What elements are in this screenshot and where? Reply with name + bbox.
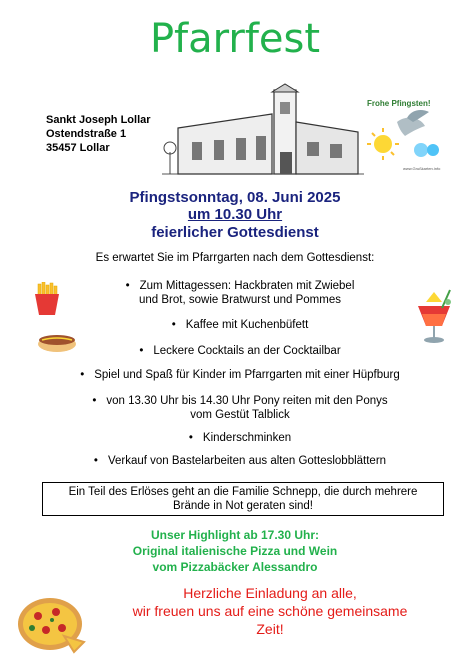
note-line-2: Brände in Not geraten sind! — [172, 500, 313, 512]
bullet: • — [92, 395, 97, 407]
item-coffee-text: Kaffee mit Kuchenbüfett — [185, 319, 309, 331]
greeting-site: www.Grußkarten.info — [403, 166, 441, 171]
bratwurst-icon — [36, 330, 78, 354]
item-kids-text: Spiel und Spaß für Kinder im Pfarrgarten mit einer Hüpfburg — [94, 369, 400, 381]
address-line-1: Sankt Joseph Lollar — [46, 114, 151, 126]
highlight-text — [0, 527, 470, 575]
intro-text: Es erwartet Sie im Pfarrgarten nach dem Gottesdienst: — [95, 252, 375, 264]
item-pony-line-2: vom Gestüt Talblick — [190, 409, 290, 421]
bullet: • — [125, 280, 130, 292]
closing-line-1: Herzliche Einladung an alle, — [183, 585, 357, 601]
pentecost-greeting-image — [363, 92, 443, 174]
item-pony-line-1: von 13.30 Uhr bis 14.30 Uhr Pony reiten mit den Ponys — [106, 395, 388, 407]
bullet: • — [80, 369, 85, 381]
pizza-icon — [16, 592, 86, 654]
note-line-1: Ein Teil des Erlöses geht an die Familie Schnepp, die durch mehrere — [68, 486, 418, 498]
closing-line-2: wir freuen uns auf eine schöne gemeinsame — [132, 603, 408, 619]
event-date: Pfingstsonntag, 08. Juni 2025 — [129, 189, 341, 206]
list-item-pony — [40, 394, 440, 422]
bullet: • — [139, 345, 144, 357]
cocktail-icon — [412, 288, 456, 344]
list-item-lunch — [40, 279, 440, 307]
list-item-facepaint — [40, 431, 440, 445]
item-lunch-line-1: Zum Mittagessen: Hackbraten mit Zwiebel — [139, 280, 355, 292]
item-crafts-text: Verkauf von Bastelarbeiten aus alten Gotteslobblättern — [107, 455, 387, 467]
item-facepaint-text: Kinderschminken — [202, 432, 292, 444]
parish-address — [46, 113, 151, 155]
greeting-text: Frohe Pfingsten! — [367, 99, 431, 108]
bullet: • — [188, 432, 193, 444]
event-time: um 10.30 Uhr — [187, 206, 283, 223]
bullet: • — [171, 319, 176, 331]
highlight-line-2: Original italienische Pizza und Wein — [132, 544, 338, 558]
closing-invitation — [80, 584, 460, 638]
list-item-crafts — [40, 454, 440, 468]
church-illustration — [162, 82, 364, 178]
bullet: • — [93, 455, 98, 467]
highlight-line-3: vom Pizzabäcker Alessandro — [152, 560, 318, 574]
list-item-cocktails — [40, 344, 440, 358]
list-item-coffee — [40, 318, 440, 332]
event-service: feierlicher Gottesdienst — [151, 224, 319, 241]
closing-line-3: Zeit! — [256, 621, 284, 637]
address-line-3: 35457 Lollar — [46, 142, 110, 154]
item-cocktails-text: Leckere Cocktails an der Cocktailbar — [153, 345, 341, 357]
address-line-2: Ostendstraße 1 — [46, 128, 127, 140]
donation-note-box — [42, 482, 444, 516]
list-item-kids — [40, 368, 440, 382]
highlight-line-1: Unser Highlight ab 17.30 Uhr: — [150, 528, 320, 542]
page-title: Pfarrfest — [149, 16, 321, 62]
fries-icon — [30, 282, 64, 316]
item-lunch-line-2: und Brot, sowie Bratwurst und Pommes — [139, 294, 341, 306]
